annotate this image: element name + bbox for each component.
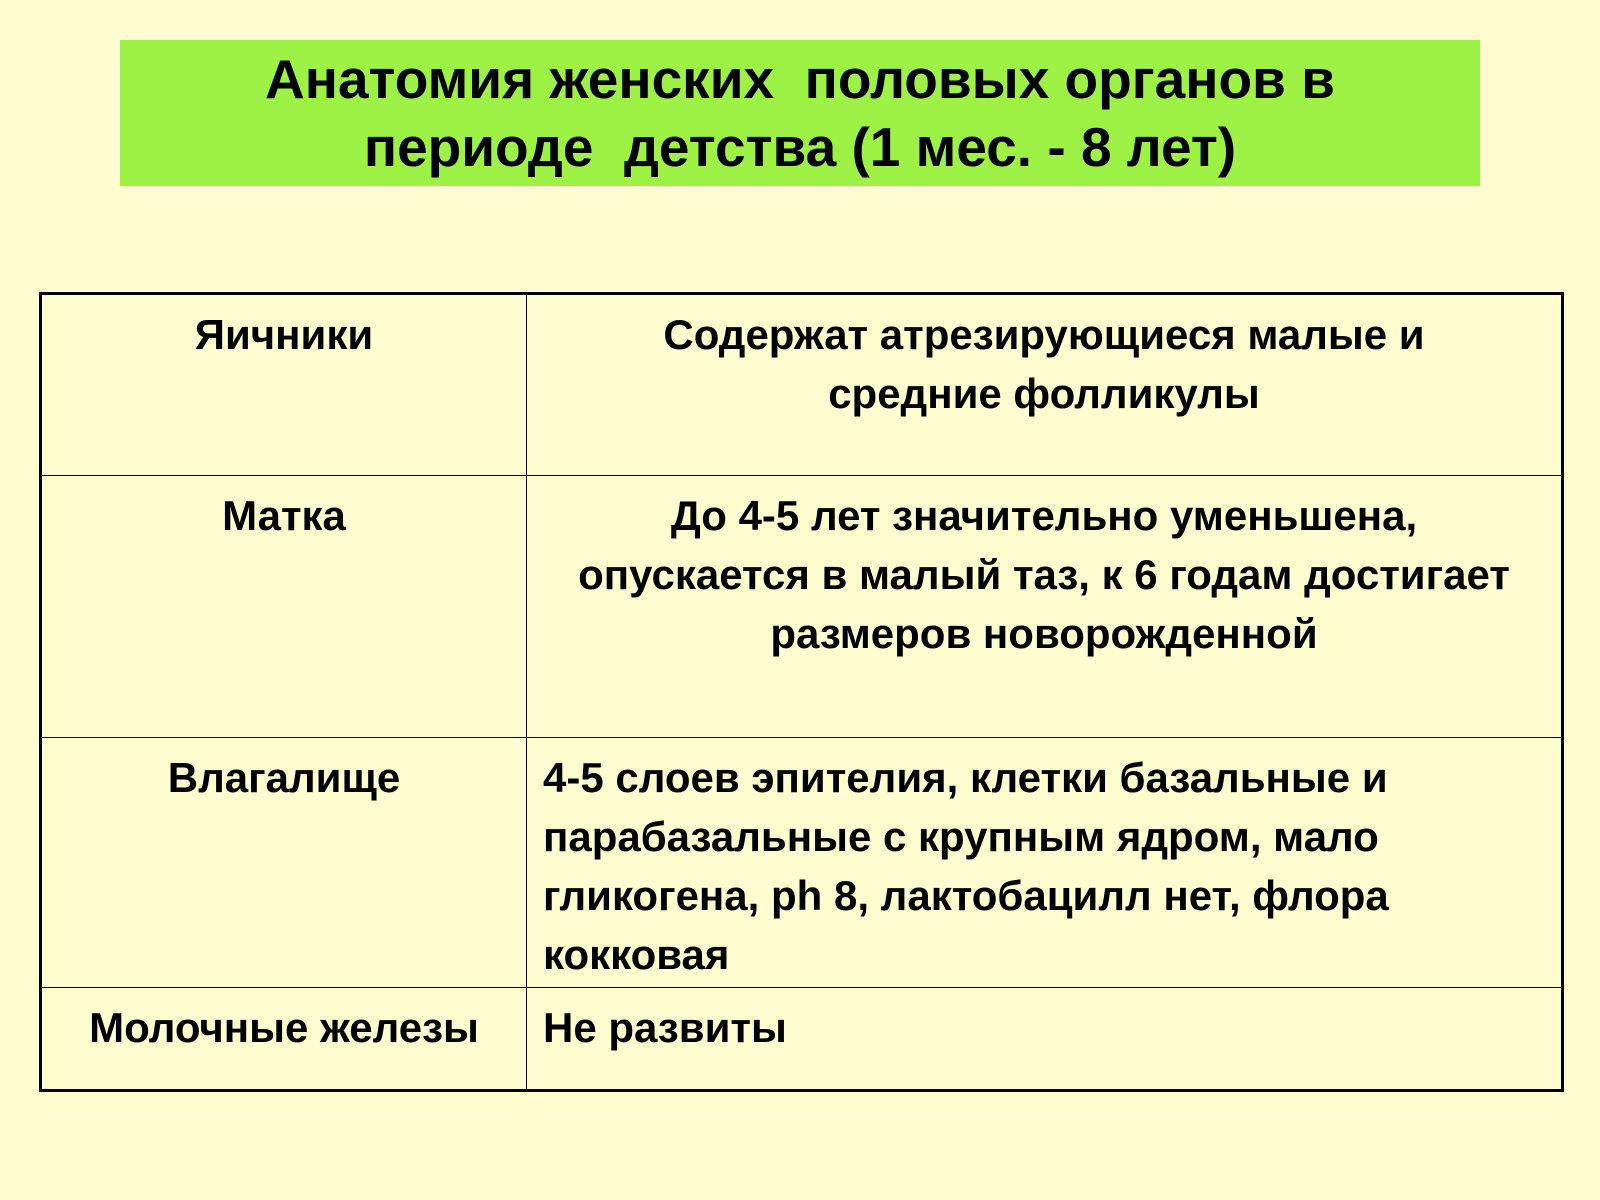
description-cell: Не развиты	[527, 988, 1563, 1091]
table-row	[41, 476, 1563, 738]
description-cell: 4-5 слоев эпителия, клетки базальные и парабазальные с крупным ядром, мало гликогена, ph 8, лактобацилл нет, флора кокковая	[527, 738, 1563, 988]
description-cell: До 4-5 лет значительно уменьшена, опускается в малый таз, к 6 годам достигает размеров новорожденной	[527, 476, 1563, 738]
table-row	[41, 988, 1563, 1091]
organ-cell: Молочные железы	[41, 988, 527, 1091]
anatomy-table-container	[39, 292, 1564, 1092]
organ-cell: Влагалище	[41, 738, 527, 988]
table-row	[41, 294, 1563, 476]
slide-title: Анатомия женских половых органов в периоде детства (1 мес. - 8 лет)	[265, 48, 1335, 178]
organ-cell: Яичники	[41, 294, 527, 476]
table-row	[41, 738, 1563, 988]
anatomy-table	[39, 292, 1564, 1092]
description-cell: Содержат атрезирующиеся малые и средние фолликулы	[527, 294, 1563, 476]
title-banner	[120, 40, 1480, 186]
organ-cell: Матка	[41, 476, 527, 738]
